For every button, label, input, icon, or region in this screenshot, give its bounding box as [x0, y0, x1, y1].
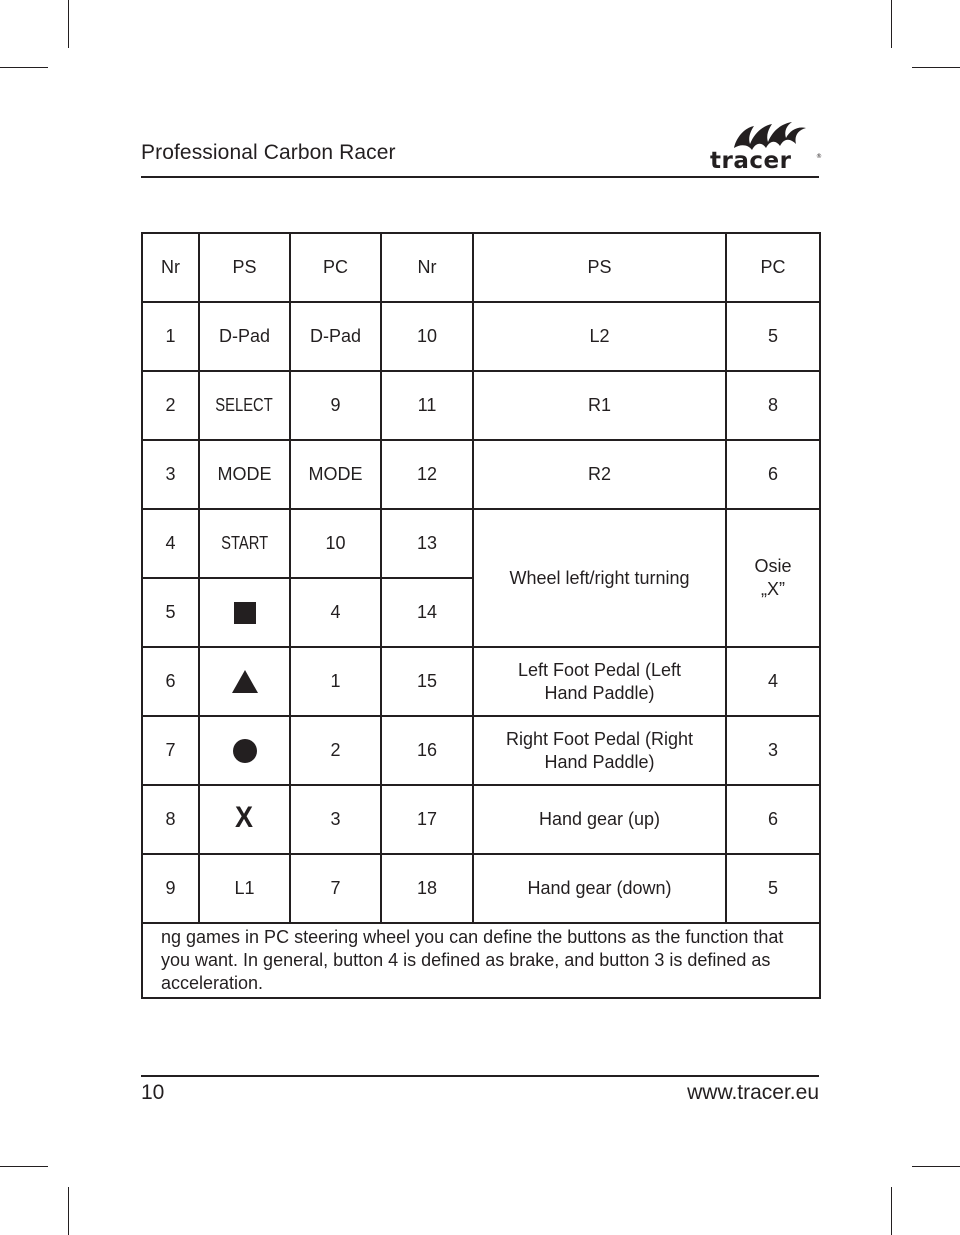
tracer-logo — [706, 112, 824, 174]
table-row — [142, 647, 820, 716]
table-header-row — [142, 233, 820, 302]
cell-nr: 1 — [142, 302, 199, 371]
crop-mark — [912, 1166, 960, 1167]
crop-mark — [891, 1187, 892, 1235]
cell-ps — [199, 509, 290, 578]
start-label: START — [220, 533, 269, 553]
select-label: SELECT — [215, 395, 274, 415]
button-mapping-table — [141, 232, 821, 999]
axis-label: Osie — [754, 556, 792, 576]
svg-text:®: ® — [816, 153, 822, 160]
table-row — [142, 509, 820, 578]
header-ps-left: PS — [199, 233, 290, 302]
logo-wordmark: tracer — [710, 148, 792, 174]
cell-pc: 4 — [726, 647, 820, 716]
table-row — [142, 440, 820, 509]
cell-nr: 3 — [142, 440, 199, 509]
cross-symbol: X — [235, 801, 254, 834]
header-nr-left: Nr — [142, 233, 199, 302]
cell-ps: R2 — [473, 440, 726, 509]
cell-ps: MODE — [199, 440, 290, 509]
cell-nr: 12 — [381, 440, 473, 509]
crop-mark — [891, 0, 892, 48]
page-number: 10 — [141, 1081, 165, 1104]
header-pc-left: PC — [290, 233, 381, 302]
cell-nr: 8 — [142, 785, 199, 854]
header-pc-right: PC — [726, 233, 820, 302]
footer-divider — [141, 1075, 819, 1077]
cell-nr: 9 — [142, 854, 199, 923]
cell-ps: D-Pad — [199, 302, 290, 371]
cell-nr: 7 — [142, 716, 199, 785]
cell-pc: 4 — [290, 578, 381, 647]
cell-ps — [199, 716, 290, 785]
cell-pc: D-Pad — [290, 302, 381, 371]
cell-pc: 1 — [290, 647, 381, 716]
table-note-row — [142, 923, 820, 998]
cell-pc: 2 — [290, 716, 381, 785]
header-nr-right: Nr — [381, 233, 473, 302]
cell-ps: Hand gear (down) — [473, 854, 726, 923]
cell-nr: 11 — [381, 371, 473, 440]
crop-mark — [68, 1187, 69, 1235]
cell-nr: 4 — [142, 509, 199, 578]
page-title: Professional Carbon Racer — [141, 141, 396, 164]
cell-nr: 5 — [142, 578, 199, 647]
cell-pc: 7 — [290, 854, 381, 923]
table-row — [142, 854, 820, 923]
cell-ps — [199, 371, 290, 440]
cell-ps — [199, 647, 290, 716]
cell-pc: 6 — [726, 440, 820, 509]
cell-ps: Left Foot Pedal (Left Hand Paddle) — [473, 647, 726, 716]
table-row — [142, 302, 820, 371]
cell-pc: MODE — [290, 440, 381, 509]
cell-nr: 18 — [381, 854, 473, 923]
triangle-icon — [232, 670, 258, 693]
cell-ps: Hand gear (up) — [473, 785, 726, 854]
cell-pc: 9 — [290, 371, 381, 440]
circle-icon — [233, 739, 257, 763]
footer-url: www.tracer.eu — [687, 1081, 819, 1104]
cell-pc: 5 — [726, 854, 820, 923]
cell-pc: 8 — [726, 371, 820, 440]
cell-pc: 3 — [290, 785, 381, 854]
cell-pc: 10 — [290, 509, 381, 578]
cell-nr: 10 — [381, 302, 473, 371]
cell-nr: 14 — [381, 578, 473, 647]
cell-ps: L2 — [473, 302, 726, 371]
axis-value: „X” — [761, 579, 785, 599]
cell-ps-wheel: Wheel left/right turning — [473, 509, 726, 647]
cell-nr: 16 — [381, 716, 473, 785]
cell-pc: 6 — [726, 785, 820, 854]
cell-pc: 3 — [726, 716, 820, 785]
crop-mark — [68, 0, 69, 48]
cell-pc-axis — [726, 509, 820, 647]
cell-ps — [199, 785, 290, 854]
table-row — [142, 716, 820, 785]
table-row — [142, 785, 820, 854]
cell-nr: 13 — [381, 509, 473, 578]
cell-nr: 17 — [381, 785, 473, 854]
cell-ps — [199, 578, 290, 647]
header-ps-right: PS — [473, 233, 726, 302]
crop-mark — [0, 1166, 48, 1167]
cell-nr: 15 — [381, 647, 473, 716]
square-icon — [234, 602, 256, 624]
table-note: ng games in PC steering wheel you can define the buttons as the function that you want. In general, button 4 is defined as brake, and button 3 is defined as acceleration. — [142, 923, 820, 998]
cell-ps: L1 — [199, 854, 290, 923]
cell-nr: 2 — [142, 371, 199, 440]
crop-mark — [912, 67, 960, 68]
cell-nr: 6 — [142, 647, 199, 716]
crop-mark — [0, 67, 48, 68]
cell-ps: R1 — [473, 371, 726, 440]
header-divider — [141, 176, 819, 178]
cell-pc: 5 — [726, 302, 820, 371]
table-row — [142, 371, 820, 440]
cell-ps: Right Foot Pedal (Right Hand Paddle) — [473, 716, 726, 785]
